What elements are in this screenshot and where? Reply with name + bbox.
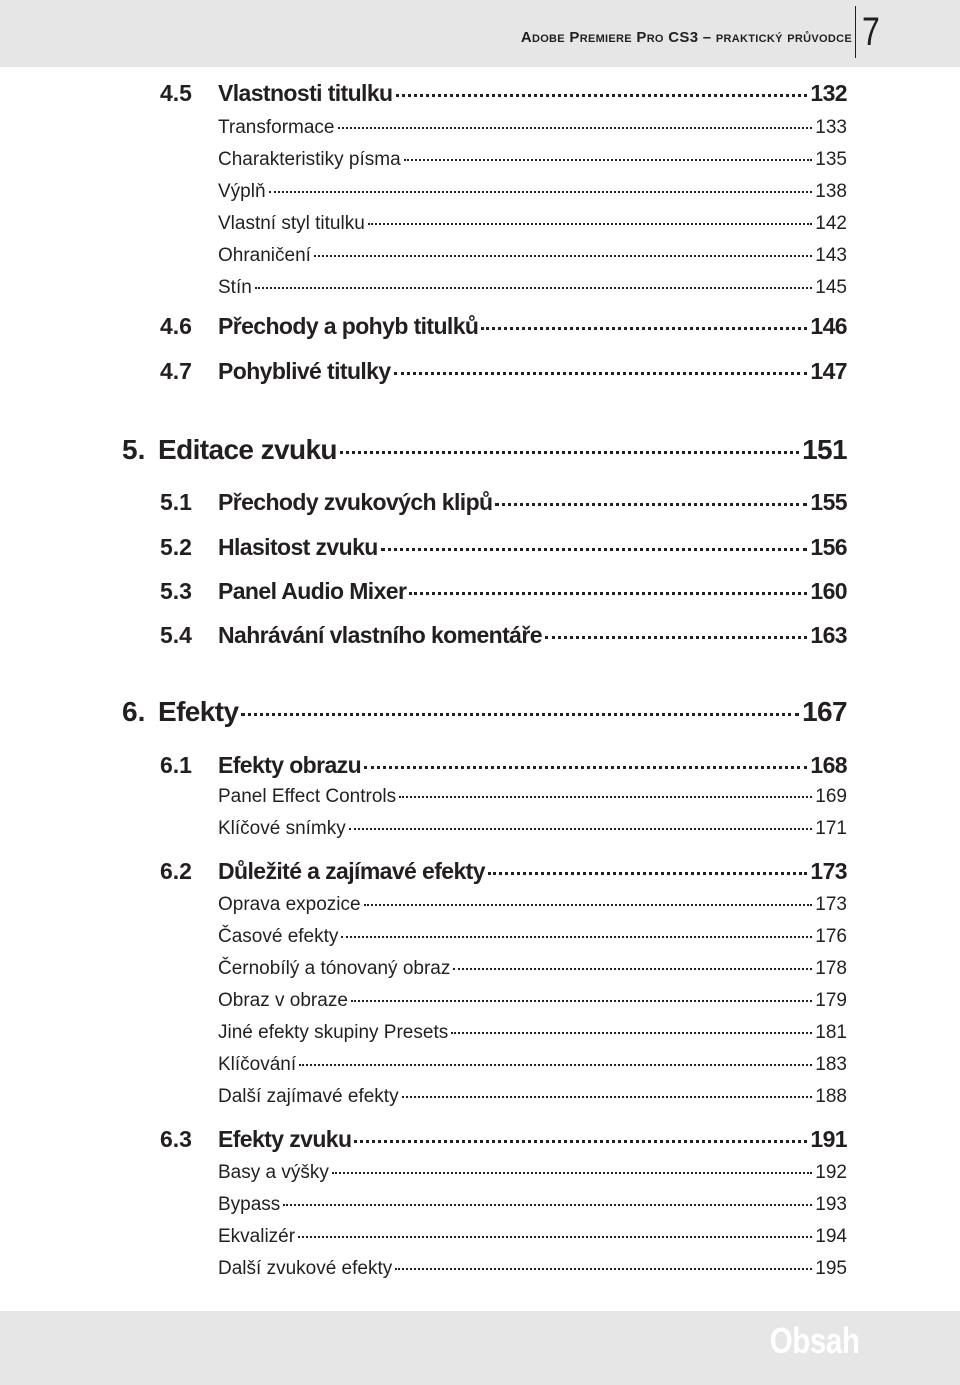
- toc-entry-title: Klíčování: [218, 1054, 297, 1075]
- page-header: [0, 0, 960, 67]
- toc-entry: [218, 181, 847, 203]
- toc-entry: [218, 1226, 847, 1248]
- toc-entry-page: 168: [810, 752, 847, 778]
- dot-leader: [395, 1268, 812, 1270]
- toc-entry-page: 146: [810, 313, 847, 339]
- footer-section-label: Obsah: [770, 1320, 860, 1361]
- toc-entry-number: 5.1: [160, 489, 192, 515]
- toc-entry-title: Jiné efekty skupiny Presets: [218, 1022, 449, 1043]
- toc-entry-title: Výplň: [218, 181, 266, 202]
- toc-entry-number: 6.: [122, 696, 146, 727]
- toc-entry-title: Efekty obrazu: [218, 752, 362, 778]
- toc-entry-title: Stín: [218, 277, 252, 298]
- header-divider: [855, 6, 856, 58]
- running-header-title: Adobe Premiere Pro CS3 – praktický průvodce: [520, 29, 852, 46]
- toc-entry-number: 5.3: [160, 578, 192, 604]
- dot-leader: [364, 766, 807, 769]
- toc-entry-page: 142: [815, 213, 847, 234]
- toc-entry-page: 194: [815, 1226, 847, 1247]
- toc-entry-page: 176: [815, 926, 847, 947]
- toc-entry: [122, 696, 847, 728]
- toc-entry-title: Bypass: [218, 1194, 281, 1215]
- dot-leader: [338, 127, 813, 129]
- toc-entry-title: Přechody zvukových klipů: [218, 489, 493, 515]
- toc-entry-page: 191: [810, 1126, 847, 1152]
- toc-entry: [160, 313, 847, 340]
- toc-entry: [160, 80, 847, 107]
- toc-entry-title: Efekty zvuku: [218, 1126, 352, 1152]
- toc-entry-page: 178: [815, 958, 847, 979]
- toc-entry-title: Panel Effect Controls: [218, 786, 397, 807]
- toc-entry: [218, 1022, 847, 1044]
- toc-entry-title: Nahrávání vlastního komentáře: [218, 622, 542, 648]
- toc-entry-title: Hlasitost zvuku: [218, 534, 378, 560]
- toc-entry-title: Vlastní styl titulku: [218, 213, 365, 234]
- dot-leader: [349, 828, 813, 830]
- toc-entry: [218, 894, 847, 916]
- toc-entry-page: 163: [810, 622, 847, 648]
- toc-entry: [218, 149, 847, 171]
- toc-entry-page: 151: [802, 434, 847, 465]
- toc-entry-page: 143: [815, 245, 847, 266]
- toc-entry-page: 135: [815, 149, 847, 170]
- dot-leader: [399, 796, 812, 798]
- toc-entry-title: Obraz v obraze: [218, 990, 348, 1011]
- toc-entry-page: 167: [802, 696, 847, 727]
- toc-entry-page: 179: [815, 990, 847, 1011]
- toc-entry-page: 173: [810, 858, 847, 884]
- page-footer: [0, 1311, 960, 1385]
- toc-entry-title: Pohyblivé titulky: [218, 358, 391, 384]
- toc-entry: [160, 1126, 847, 1153]
- dot-leader: [332, 1172, 812, 1174]
- dot-leader: [298, 1236, 812, 1238]
- toc-entry-page: 188: [815, 1086, 847, 1107]
- page-number: 7: [862, 10, 880, 54]
- toc-entry-page: 195: [815, 1258, 847, 1279]
- toc-entry-title: Basy a výšky: [218, 1162, 329, 1183]
- dot-leader: [409, 592, 807, 595]
- dot-leader: [402, 1096, 813, 1098]
- toc-entry-page: 173: [815, 894, 847, 915]
- toc-entry-number: 5.: [122, 434, 146, 465]
- toc-entry-number: 4.7: [160, 358, 192, 384]
- toc-entry: [218, 1054, 847, 1076]
- toc-entry-page: 133: [815, 117, 847, 138]
- toc-entry-title: Černobílý a tónovaný obraz: [218, 958, 451, 979]
- dot-leader: [283, 1204, 812, 1206]
- toc-entry-number: 4.5: [160, 80, 192, 106]
- toc-entry-title: Ohraničení: [218, 245, 311, 266]
- dot-leader: [396, 94, 808, 97]
- dot-leader: [495, 503, 807, 506]
- toc-entry-title: Časové efekty: [218, 926, 339, 947]
- dot-leader: [341, 936, 812, 938]
- toc-entry: [218, 213, 847, 235]
- dot-leader: [269, 191, 813, 193]
- dot-leader: [394, 372, 808, 375]
- toc-entry-number: 6.3: [160, 1126, 192, 1152]
- toc-entry-page: 193: [815, 1194, 847, 1215]
- toc-entry-title: Klíčové snímky: [218, 818, 346, 839]
- toc-entry: [160, 358, 847, 385]
- toc-entry-title: Ekvalizér: [218, 1226, 296, 1247]
- toc-entry-title: Transformace: [218, 117, 335, 138]
- toc-entry-page: 147: [810, 358, 847, 384]
- dot-leader: [451, 1032, 812, 1034]
- toc-entry: [218, 990, 847, 1012]
- toc-entry-title: Panel Audio Mixer: [218, 578, 407, 604]
- dot-leader: [453, 968, 812, 970]
- dot-leader: [299, 1064, 812, 1066]
- dot-leader: [381, 548, 808, 551]
- toc-entry: [160, 489, 847, 516]
- toc-entry: [218, 1162, 847, 1184]
- dot-leader: [481, 327, 807, 330]
- dot-leader: [314, 255, 812, 257]
- toc-entry-page: 155: [810, 489, 847, 515]
- toc-entry: [122, 434, 847, 466]
- toc-entry-title: Efekty: [158, 696, 239, 727]
- toc-entry-page: 138: [815, 181, 847, 202]
- toc-entry-title: Oprava expozice: [218, 894, 361, 915]
- toc-entry: [218, 958, 847, 980]
- toc-entry: [160, 534, 847, 561]
- toc-entry: [218, 786, 847, 808]
- dot-leader: [340, 451, 799, 454]
- toc-entry: [160, 858, 847, 885]
- dot-leader: [351, 1000, 812, 1002]
- toc-entry: [218, 277, 847, 299]
- toc-entry-page: 132: [810, 80, 847, 106]
- toc-entry-title: Důležité a zajímavé efekty: [218, 858, 485, 884]
- toc-entry-title: Další zajímavé efekty: [218, 1086, 399, 1107]
- toc-entry-title: Další zvukové efekty: [218, 1258, 393, 1279]
- toc-entry-number: 4.6: [160, 313, 192, 339]
- toc-entry-number: 5.4: [160, 622, 192, 648]
- toc-entry-page: 192: [815, 1162, 847, 1183]
- dot-leader: [404, 159, 813, 161]
- dot-leader: [255, 287, 812, 289]
- toc-entry-title: Editace zvuku: [158, 434, 337, 465]
- toc-entry: [218, 1194, 847, 1216]
- toc-entry-page: 171: [815, 818, 847, 839]
- toc-entry-title: Přechody a pohyb titulků: [218, 313, 479, 339]
- toc-entry: [218, 1258, 847, 1280]
- dot-leader: [241, 713, 799, 716]
- toc-entry: [160, 578, 847, 605]
- toc-entry: [218, 818, 847, 840]
- dot-leader: [368, 223, 813, 225]
- toc-entry-number: 6.1: [160, 752, 192, 778]
- toc-entry: [218, 245, 847, 267]
- toc-entry-page: 145: [815, 277, 847, 298]
- dot-leader: [364, 904, 813, 906]
- toc-entry: [218, 926, 847, 948]
- dot-leader: [545, 636, 808, 639]
- toc-entry: [218, 117, 847, 139]
- toc-entry-page: 183: [815, 1054, 847, 1075]
- toc-entry-page: 160: [810, 578, 847, 604]
- toc-entry-page: 181: [815, 1022, 847, 1043]
- dot-leader: [488, 872, 807, 875]
- toc-entry-title: Vlastnosti titulku: [218, 80, 393, 106]
- toc-entry-page: 169: [815, 786, 847, 807]
- toc-entry: [160, 752, 847, 779]
- toc-entry-title: Charakteristiky písma: [218, 149, 401, 170]
- toc-entry-number: 5.2: [160, 534, 192, 560]
- toc-entry-page: 156: [810, 534, 847, 560]
- toc-entry: [160, 622, 847, 649]
- dot-leader: [354, 1140, 807, 1143]
- toc-entry-number: 6.2: [160, 858, 192, 884]
- toc-entry: [218, 1086, 847, 1108]
